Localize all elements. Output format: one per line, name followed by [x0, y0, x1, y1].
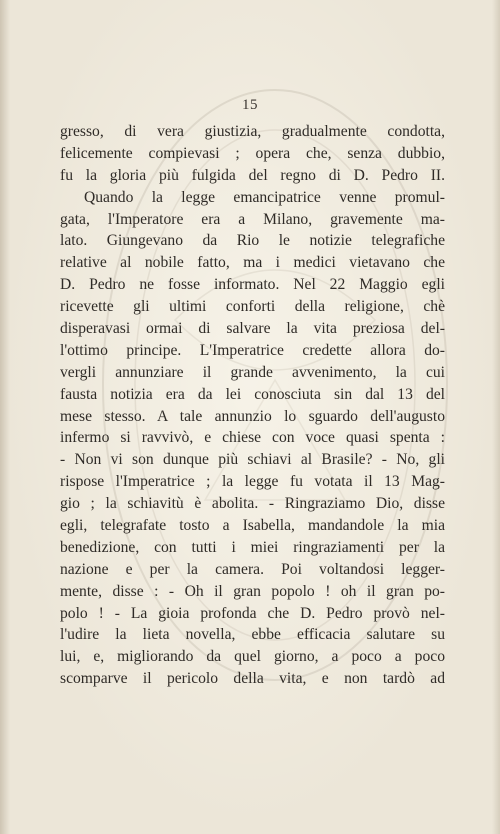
text-line: lato. Giungevano da Rio le notizie telegrafiche: [60, 232, 445, 250]
text-line: lui, e, migliorando da quel giorno, a poco a poco: [60, 648, 445, 666]
text-line: mente, disse : - Oh il gran popolo ! oh il gran po-: [60, 582, 445, 600]
text-line: l'ottimo principe. L'Imperatrice credette allora do-: [60, 341, 445, 359]
text-line: fu la gloria più fulgida del regno di D. Pedro II.: [60, 166, 445, 184]
text-line: gata, l'Imperatore era a Milano, gravemente ma-: [60, 210, 445, 228]
text-line: - Non vi son dunque più schiavi al Brasile? - No, gli: [60, 451, 445, 469]
paragraph-first-line: Quando la legge emancipatrice venne promul-: [84, 188, 445, 206]
text-line: felicemente compievasi ; opera che, senza dubbio,: [60, 144, 445, 162]
text-line: l'udire la lieta novella, ebbe efficacia salutare su: [60, 626, 445, 644]
text-line: D. Pedro ne fosse informato. Nel 22 Maggio egli: [60, 276, 445, 294]
text-line: nazione e per la camera. Poi voltandosi legger-: [60, 560, 445, 578]
text-line: mese stesso. A tale annunzio lo sguardo dell'augusto: [60, 407, 445, 425]
body-text: [60, 121, 445, 690]
text-line: gresso, di vera giustizia, gradualmente condotta,: [60, 123, 445, 140]
page-number: 15: [242, 97, 258, 113]
text-line: egli, telegrafate tosto a Isabella, mandandole la mia: [60, 517, 445, 535]
text-line: polo ! - La gioia profonda che D. Pedro provò nel-: [60, 604, 445, 622]
text-line: relative al nobile fatto, ma i medici vietavano che: [60, 254, 445, 272]
page-edge-shadow-left: [0, 0, 10, 834]
text-line: ricevette gli ultimi conforti della religione, chè: [60, 298, 445, 316]
text-line: fausta notizia era da lei conosciuta sin dal 13 del: [60, 385, 445, 403]
page-edge-shadow-right: [492, 0, 500, 834]
text-line: vergli annunziare il grande avvenimento, la cui: [60, 363, 445, 381]
text-line: gio ; la schiavitù è abolita. - Ringraziamo Dio, disse: [60, 495, 445, 513]
text-line: rispose l'Imperatrice ; la legge fu votata il 13 Mag-: [60, 473, 445, 491]
text-line: disperavasi ormai di salvare la vita preziosa del-: [60, 320, 445, 338]
text-line: scomparve il pericolo della vita, e non tardò ad: [60, 670, 445, 688]
text-line: infermo si ravvivò, e chiese con voce quasi spenta :: [60, 429, 445, 447]
text-line: benedizione, con tutti i miei ringraziamenti per la: [60, 538, 445, 556]
